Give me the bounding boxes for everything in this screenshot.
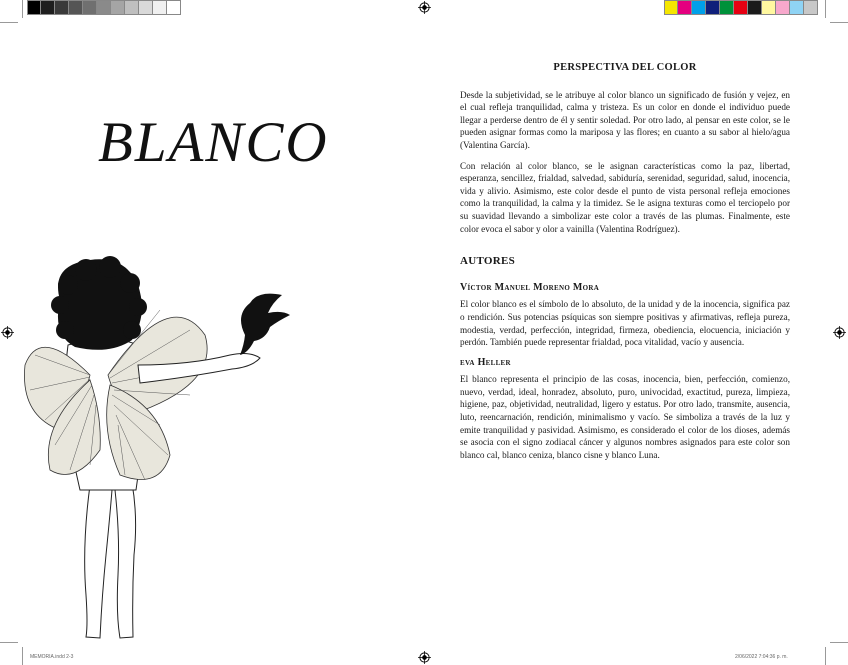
color-swatch <box>692 0 706 15</box>
perspective-paragraph-2: Con relación al color blanco, se le asignan características como la paz, libertad, esperanza, sencillez, frialdad, salvedad, sabiduría, serenidad, seguridad, salud, inocencia, vida y alivio. Asimismo, este color desde el punto de vista personal refleja emociones como la tranquilidad, la calma y la timidez. Se le asigna texturas como el terciopelo por su suavidad llevando a simbolizar este color a través de las plumas. Finalmente, este color evoca el sabor y olor a vainilla (Valentina Rodríguez). <box>460 160 790 234</box>
section-heading-authors: AUTORES <box>460 255 516 268</box>
author-name-1: Víctor Manuel Moreno Mora <box>460 281 600 293</box>
perspective-paragraph-1: Desde la subjetividad, se le atribuye al color blanco un significado de fusión y vejez, en el cual refleja tranquilidad, calma y tristeza. Es un color en donde el individuo puede llegar a perderse dentro de él y sentir soledad. Por otro lado, al pensar en este color, se le pueden asignar formas como la mariposa y las flores; en cuanto a su sabor al hielo/agua (Valentina García). <box>460 89 790 150</box>
crop-mark <box>22 647 23 665</box>
section-heading-perspective: PERSPECTIVA DEL COLOR <box>553 62 697 73</box>
color-swatch <box>97 0 111 15</box>
color-swatch <box>55 0 69 15</box>
dove-icon <box>240 294 290 355</box>
crop-mark <box>825 0 826 18</box>
color-swatch <box>111 0 125 15</box>
crop-mark <box>0 642 18 643</box>
color-swatch <box>720 0 734 15</box>
color-swatch <box>790 0 804 15</box>
fairy-with-dove-illustration <box>20 255 300 645</box>
color-swatch <box>139 0 153 15</box>
color-swatch <box>776 0 790 15</box>
registration-mark-icon <box>1 326 14 339</box>
crop-mark <box>825 647 826 665</box>
registration-mark-icon <box>418 1 431 14</box>
registration-mark-icon <box>418 651 431 664</box>
color-swatch <box>153 0 167 15</box>
crop-mark <box>22 0 23 18</box>
author-name-2: eva Heller <box>460 356 511 368</box>
right-page-content <box>460 62 790 469</box>
page-title: BLANCO <box>98 111 329 174</box>
author-text-1: El color blanco es el símbolo de lo absoluto, de la unidad y de la inocencia, significa paz o rendición. Sus potencias psíquicas son siempre positivas y afirmativas, refleja pureza, modestia, verdad, perfección, integridad, firmeza, obediencia, elocuencia, iniciación y perdón. También puede representar frialdad, poca vitalidad, vacío y ausencia. <box>460 299 790 348</box>
crop-mark <box>830 642 848 643</box>
registration-mark-icon <box>833 326 846 339</box>
color-swatch <box>748 0 762 15</box>
color-swatch <box>83 0 97 15</box>
color-swatch <box>664 0 678 15</box>
footer-timestamp: 2/06/2022 7:04:36 p. m. <box>735 654 788 660</box>
color-swatch <box>69 0 83 15</box>
gray-calibration-bar <box>27 0 181 15</box>
crop-mark <box>830 22 848 23</box>
color-calibration-bar <box>664 0 818 15</box>
crop-mark <box>0 22 18 23</box>
color-swatch <box>27 0 41 15</box>
color-swatch <box>804 0 818 15</box>
color-swatch <box>762 0 776 15</box>
color-swatch <box>678 0 692 15</box>
author-text-2: El blanco representa el principio de las cosas, inocencia, bien, perfección, comienzo, nuevo, verdad, ideal, honradez, absoluto, puro, univocidad, exactitud, pureza, limpieza, higiene, paz, objetividad, neutralidad, ligero y estatus. Por otro lado, transmite, ausencia, luto, reencarnación, rendición, minimalismo y vacío. Se simboliza a través de la luz y emite tranquilidad y pasividad. Asimismo, es considerado el color de los dioses, además se asocia con el signo zodiacal cáncer y algunos nombres asignados para este color son blanco cal, blanco ceniza, blanco cisne y blanco Luna. <box>460 374 790 460</box>
color-swatch <box>41 0 55 15</box>
footer-filename: MEMORIA.indd 2-3 <box>30 654 74 660</box>
color-swatch <box>167 0 181 15</box>
color-swatch <box>734 0 748 15</box>
color-swatch <box>706 0 720 15</box>
color-swatch <box>125 0 139 15</box>
